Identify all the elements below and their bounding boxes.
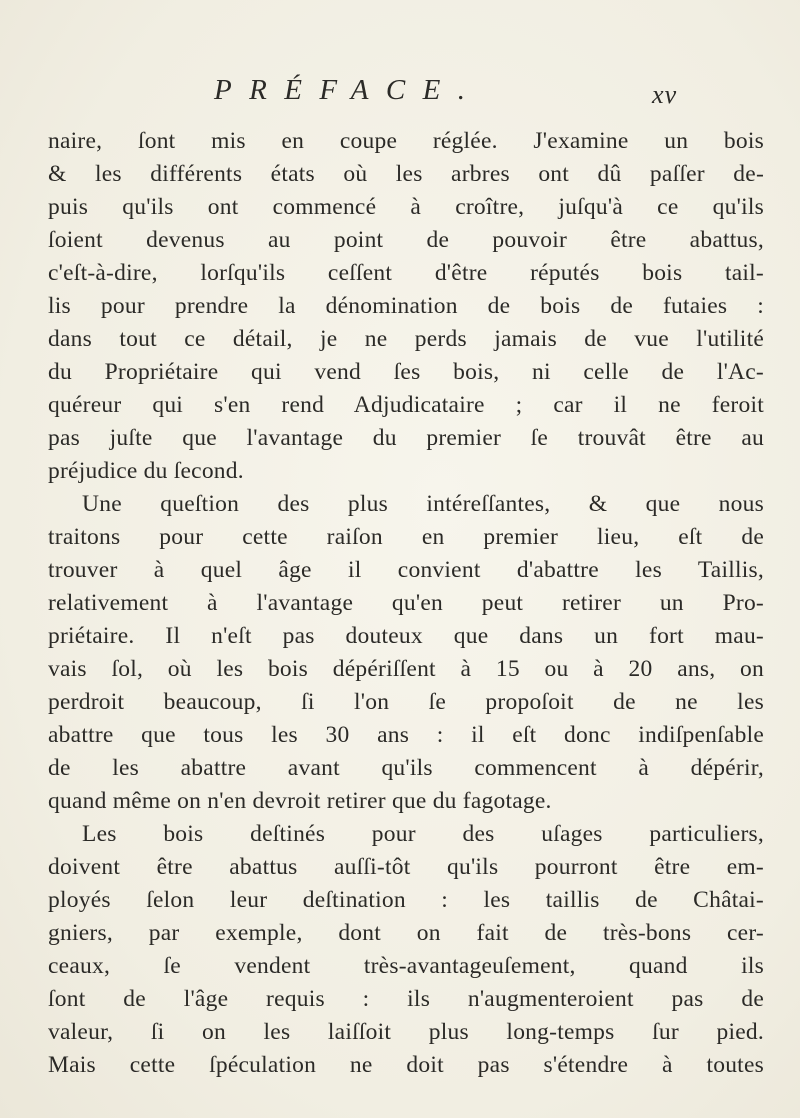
- text-line: relativement à l'avantage qu'en peut retirer un Pro-: [48, 590, 764, 616]
- text-line: préjudice du ſecond.: [48, 458, 244, 484]
- text-line: Mais cette ſpéculation ne doit pas s'étendre à toutes: [48, 1052, 764, 1078]
- text-line: lis pour prendre la dénomination de bois de futaies :: [48, 293, 764, 319]
- text-line: quand même on n'en devroit retirer que du fagotage.: [48, 788, 552, 814]
- text-line: puis qu'ils ont commencé à croître, juſqu'à ce qu'ils: [48, 194, 764, 220]
- text-line: priétaire. Il n'eſt pas douteux que dans un fort mau-: [48, 623, 764, 649]
- text-line: doivent être abattus auſſi-tôt qu'ils pourront être em-: [48, 854, 764, 880]
- text-line: du Propriétaire qui vend ſes bois, ni celle de l'Ac-: [48, 359, 764, 385]
- text-line: vais ſol, où les bois dépériſſent à 15 ou à 20 ans, on: [48, 656, 764, 682]
- text-line: perdroit beaucoup, ſi l'on ſe propoſoit de ne les: [48, 689, 764, 715]
- text-line: dans tout ce détail, je ne perds jamais de vue l'utilité: [48, 326, 764, 352]
- paragraph-first-line: Une queſtion des plus intéreſſantes, & que nous: [82, 491, 764, 517]
- text-line: gniers, par exemple, dont on fait de très-bons cer-: [48, 920, 764, 946]
- text-line: quéreur qui s'en rend Adjudicataire ; car il ne feroit: [48, 392, 764, 418]
- page-header: [0, 70, 800, 110]
- text-line: ceaux, ſe vendent très-avantageuſement, quand ils: [48, 953, 764, 979]
- text-line: pas juſte que l'avantage du premier ſe trouvât être au: [48, 425, 764, 451]
- text-line: abattre que tous les 30 ans : il eſt donc indiſpenſable: [48, 722, 764, 748]
- running-title: PRÉFACE.: [214, 74, 483, 106]
- text-line: traitons pour cette raiſon en premier lieu, eſt de: [48, 524, 764, 550]
- text-line: ſoient devenus au point de pouvoir être abattus,: [48, 227, 764, 253]
- text-line: ſont de l'âge requis : ils n'augmenteroient pas de: [48, 986, 764, 1012]
- text-line: naire, ſont mis en coupe réglée. J'examine un bois: [48, 128, 764, 154]
- page-number: xv: [652, 80, 678, 109]
- text-line: ployés ſelon leur deſtination : les taillis de Châtai-: [48, 887, 764, 913]
- text-line: valeur, ſi on les laiſſoit plus long-temps ſur pied.: [48, 1019, 764, 1045]
- paragraph-first-line: Les bois deſtinés pour des uſages particuliers,: [82, 821, 764, 847]
- text-line: c'eſt-à-dire, lorſqu'ils ceſſent d'être réputés bois tail-: [48, 260, 764, 286]
- text-line: trouver à quel âge il convient d'abattre les Taillis,: [48, 557, 764, 583]
- text-line: & les différents états où les arbres ont dû paſſer de-: [48, 161, 764, 187]
- text-line: de les abattre avant qu'ils commencent à dépérir,: [48, 755, 764, 781]
- text-body: [48, 125, 764, 1082]
